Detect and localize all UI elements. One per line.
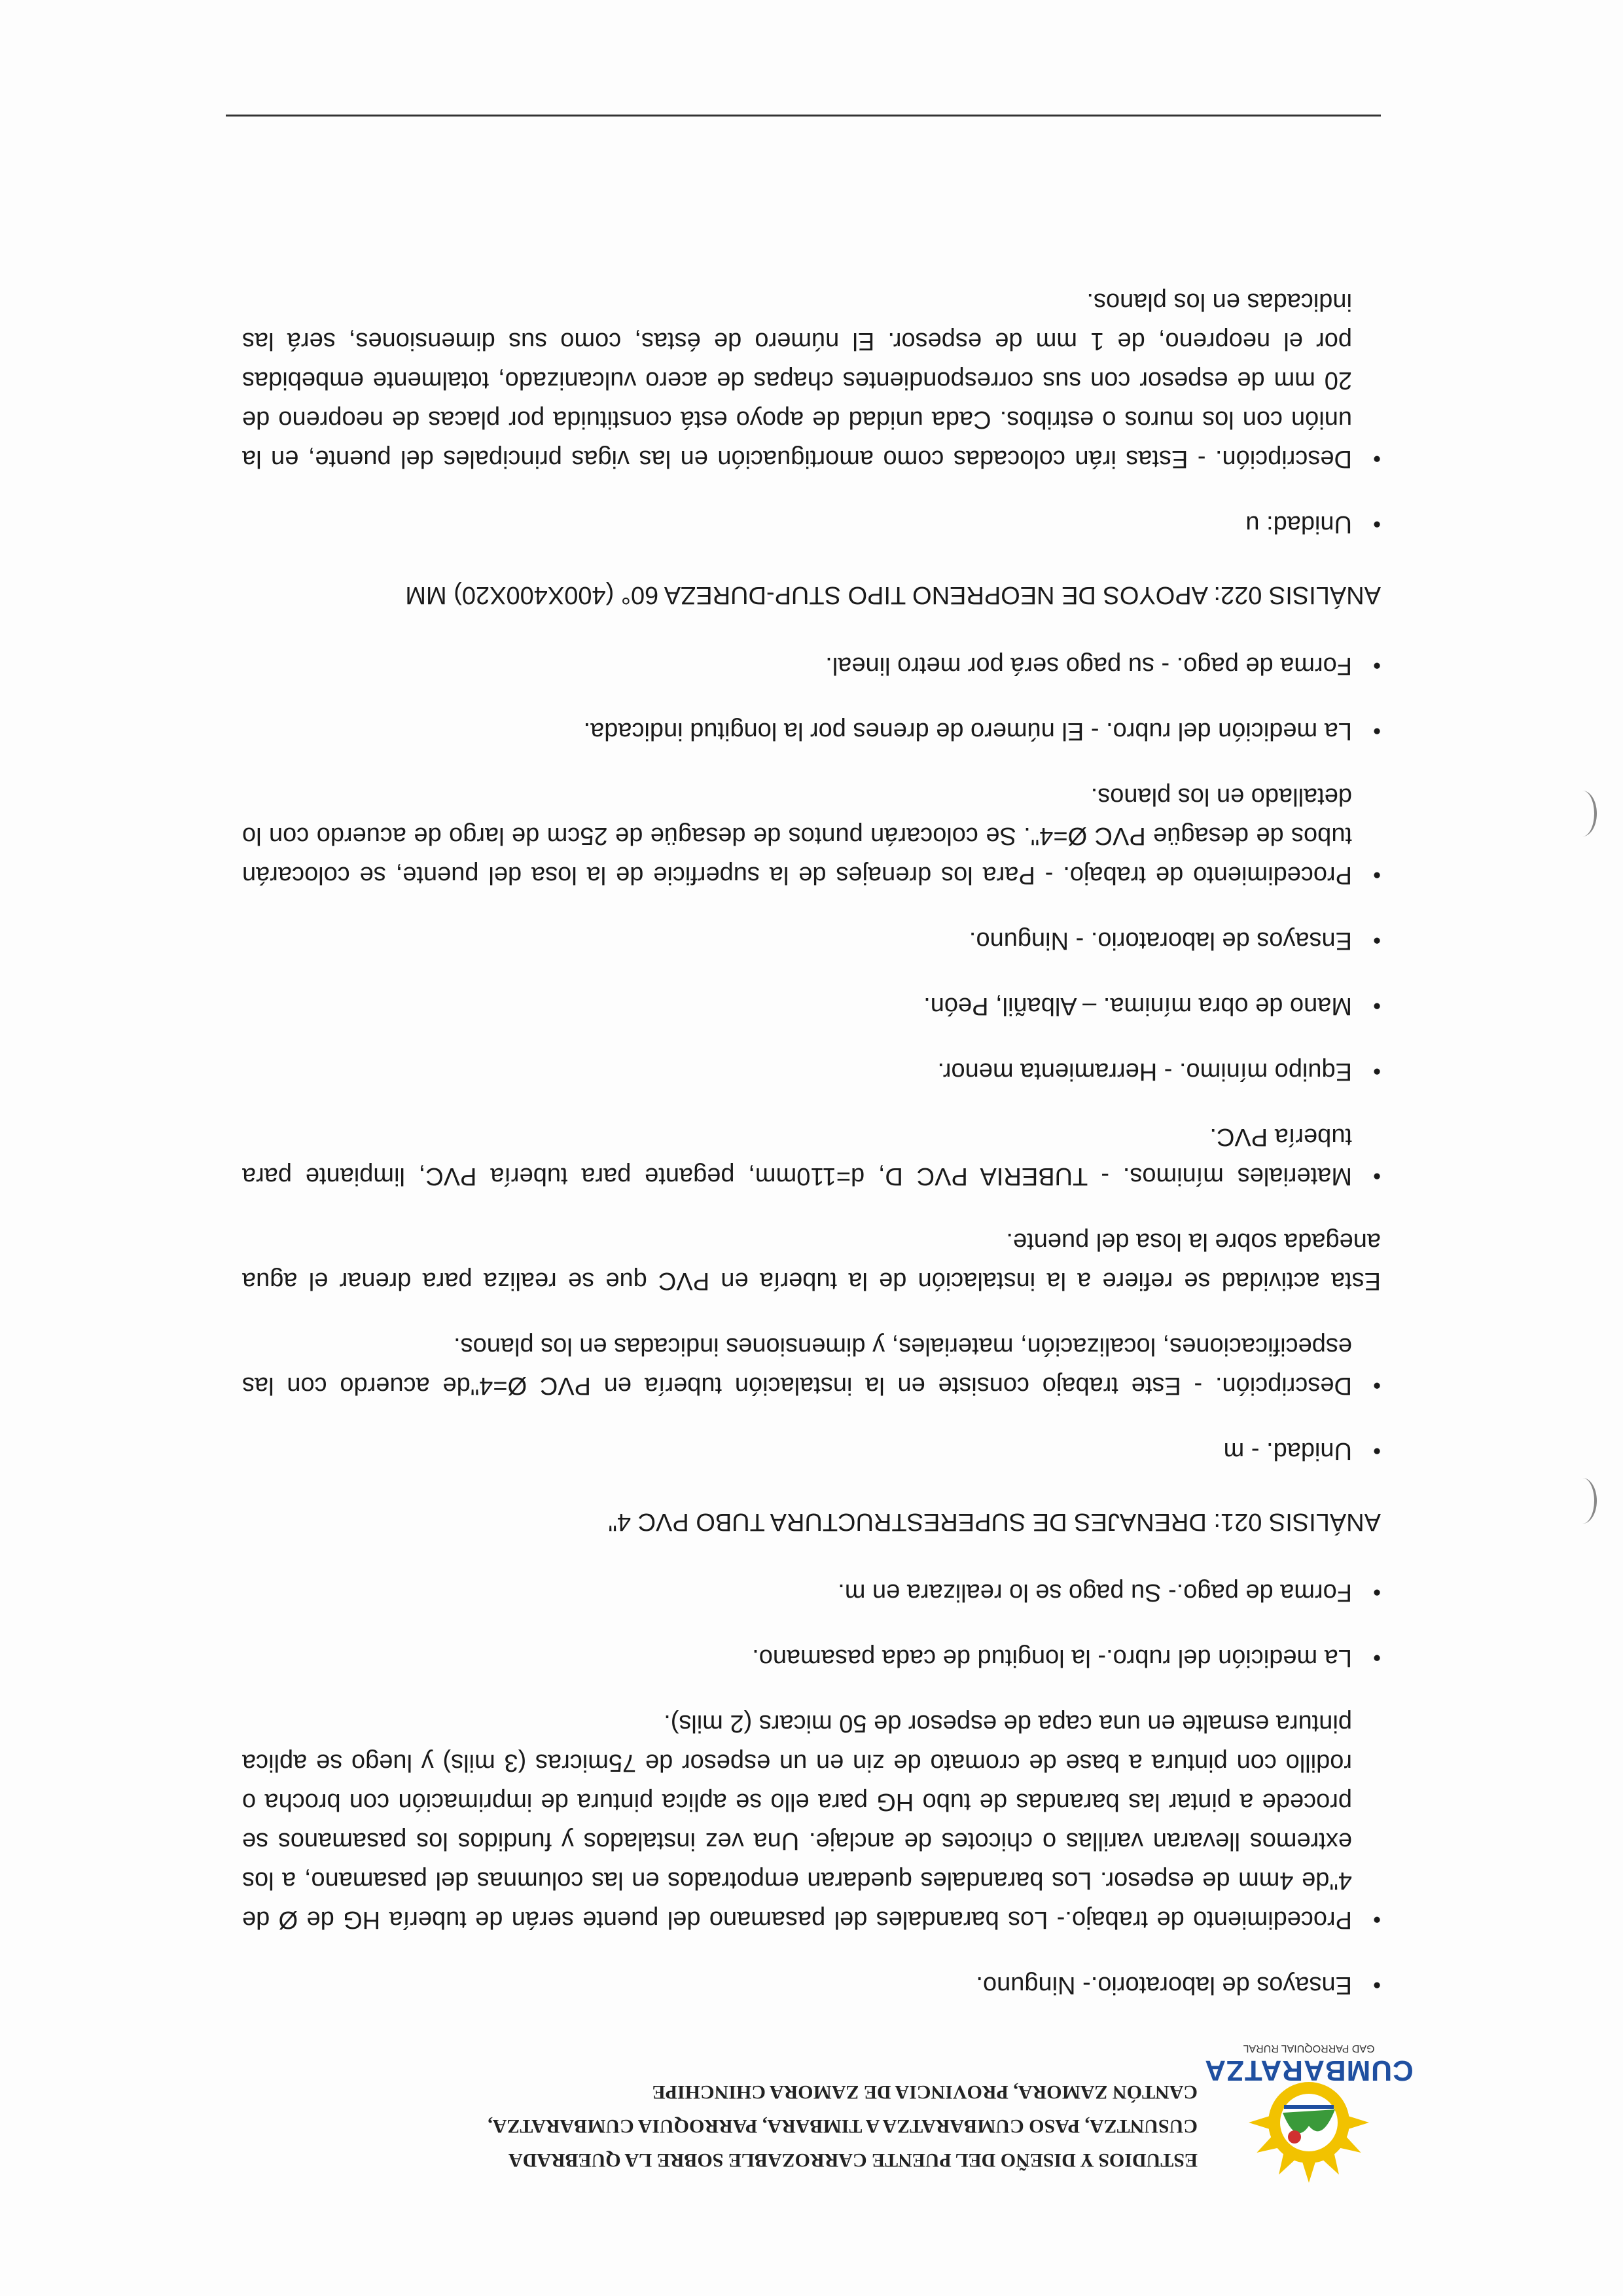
list-item: • Equipo mínimo. - Herramienta menor. [242,1052,1381,1091]
logo-subtitle: GAD PARROQUIAL RURAL [1243,2043,1375,2054]
document-body [242,282,1381,2005]
list-item: • Descripción. - Estas irán colocadas como amortiguación en las vigas principales del puente, en la unión con los muros o estribos. Cada unidad de apoyo está constituida por placas de neopreno de 20 mm de espesor con sus correspondientes chapas de acero vulcanizado, totalmente embebidas por el neopreno, de 1 mm de espesor. El número de éstas, como sus dimensiones, será las indicadas en los planos. [242,282,1381,478]
sun-logo-icon [1211,2080,1407,2185]
binder-hole-mark [1568,791,1597,836]
list-item: • La medición del rubro. - El número de drenes por la longitud indicada. [242,711,1381,751]
list-item: • Forma de pago. - su pago será por metro lineal. [242,646,1381,685]
list-item: • Unidad. - m [242,1431,1381,1471]
project-title [229,2075,1198,2177]
project-title-line: CANTÓN ZAMORA, PROVINCIA DE ZAMORA CHINCHIPE [652,2081,1198,2103]
list-item: • Ensayos de laboratorio.- Ninguno. [242,1965,1381,2005]
list-item: • Procedimiento de trabajo.- Los barandales del pasamano del puente serán de tubería HG de Ø de 4"de 4mm de espesor. Los barandales quedaran empotrados en las columnas del pasamano, a los extremos llevaran varillas o chicotes de anclaje. Una vez instalados y fundidos los pasamanos se procede a pintar las barandas de tubo HG para ello se aplica pintura de imprimación con brocha o rodillo con pintura a base de cromato de zin en un espesor de 75micras (3 mils) y luego se aplica pintura esmalte en una capa de espesor de 50 micars (2 mils). [242,1704,1381,1939]
footer-rule [226,115,1381,117]
paragraph: Esta actividad se refiere a la instalación de la tubería en PVC que se realiza para drenar el agua anegada sobre la losa del puente. [242,1228,1381,1295]
project-title-line: CUSUNTZA, PASO CUMBARATZA A TIMBARA, PARROQUIA CUMBARATZA, [488,2115,1198,2137]
list-item: • Forma de pago.- Su pago se lo realizara en m. [242,1573,1381,1612]
page-header [223,2021,1414,2185]
project-title-line: ESTUDIOS Y DISEÑO DEL PUENTE CARROZABLE SOBRE LA QUEBRADA [508,2149,1198,2171]
section-heading: ANÁLISIS 022: APOYOS DE NEOPRENO TIPO STUP-DUREZA 60° (400X400X20) MM [405,581,1381,609]
list-item: • Ensayos de laboratorio. - Ninguno. [242,921,1381,960]
cumbaratza-logo [1204,2028,1414,2185]
list-item: • Descripción. - Este trabajo consiste en la instalación tubería en PVC Ø=4"de acuerdo con las especificaciones, localización, materiales, y dimensiones indicadas en los planos. [242,1327,1381,1405]
section-heading: ANÁLISIS 021: DRENAJES DE SUPERESTRUCTURA TUBO PVC 4" [608,1508,1381,1535]
list-item: • Procedimiento de trabajo. - Para los drenajes de la superficie de la losa del puente, se colocarán tubos de desagüe PVC Ø=4". Se colocarán puntos de desagüe de 25cm de largo de acuerdo con lo detallado en los planos. [242,777,1381,895]
list-item: • Mano de obra mínima. – Albañil, Peón. [242,986,1381,1026]
list-item: • Materiales mínimos. - TUBERIA PVC D, d=110mm, pegante para tubería PVC, limpiante para tubería PVC. [242,1117,1381,1196]
binder-hole-mark [1568,1478,1597,1524]
list-item: • La medición del rubro.- la longitud de cada pasamano. [242,1638,1381,1677]
list-item: • Unidad: u [242,505,1381,544]
logo-wordmark: CUMBARATZA [1204,2054,1414,2087]
